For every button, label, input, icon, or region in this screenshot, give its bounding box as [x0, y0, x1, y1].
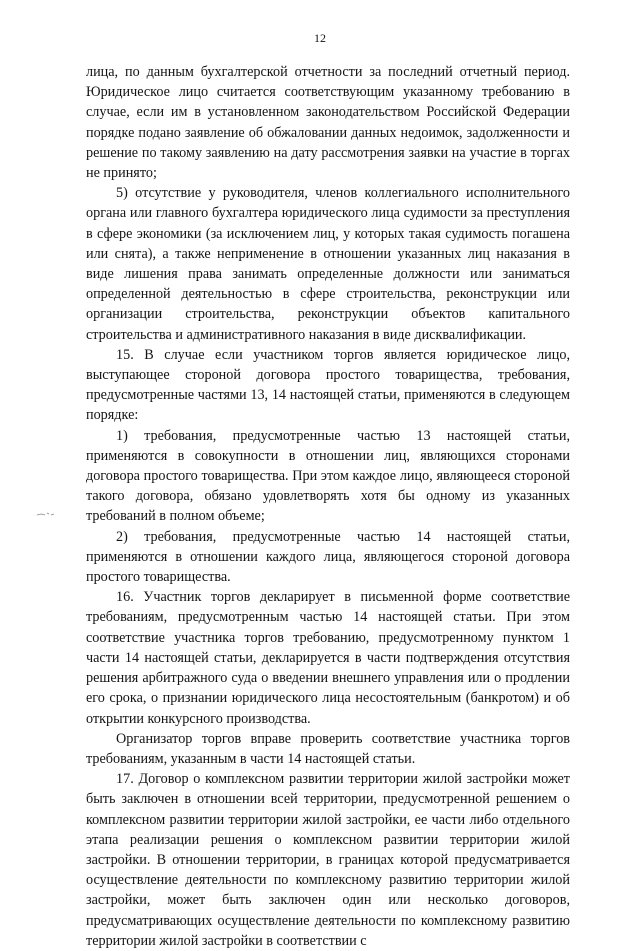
paragraph: 2) требования, предусмотренные частью 14 настоящей статьи, применяются в отношении каждого лица, являющегося стороной договора простого товарищества.: [86, 528, 570, 586]
paragraph: 16. Участник торгов декларирует в письменной форме соответствие требованиям, предусмотренным частью 14 настоящей статьи. При этом соответствие участника торгов требованию, предусмотренному пунктом 1 части 14 настоящей статьи, декларируется в части подтверждения отсутствия решения арбитражного суда о введении внешнего управления или о продлении его срока, о признании юридического лица несостоятельным (банкротом) и об открытии конкурсного производства.: [86, 589, 570, 727]
paragraph: 15. В случае если участником торгов является юридическое лицо, выступающее стороной договора простого товарищества, требования, предусмотренные частями 13, 14 настоящей статьи, применяются в следующем порядке:: [86, 346, 570, 424]
paragraph: 1) требования, предусмотренные частью 13 настоящей статьи, применяются в совокупности в отношении лиц, являющихся сторонами договора простого товарищества. При этом каждое лицо, являющееся стороной такого договора, обязано удовлетворять хотя бы одному из указанных требований в полном объеме;: [86, 427, 570, 525]
document-body: [86, 62, 570, 951]
page-number: 12: [314, 31, 326, 45]
margin-scan-mark: [36, 508, 56, 520]
paragraph: Организатор торгов вправе проверить соответствие участника торгов требованиям, указанным в части 14 настоящей статьи.: [86, 730, 570, 767]
paragraph: 17. Договор о комплексном развитии территории жилой застройки может быть заключен в отношении всей территории, предусмотренной решением о комплексном развитии территории жилой застройки, ее части либо отдельного этапа реализации решения о комплексном развитии территории жилой застройки. В отношении территории, в границах которой предусматривается осуществление деятельности по комплексному развитию территории жилой застройки, может быть заключен один или несколько договоров, предусматривающих осуществление деятельности по комплексному развитию территории жилой застройки в соответствии с: [86, 771, 570, 949]
paragraph: 5) отсутствие у руководителя, членов коллегиального исполнительного органа или главного бухгалтера юридического лица судимости за преступления в сфере экономики (за исключением лиц, у которых такая судимость погашена или снята), а также неприменение в отношении указанных лиц наказания в виде лишения права занимать определенные должности или заниматься определенной деятельностью в сфере строительства, реконструкции или организации строительства, реконструкции объектов капитального строительства и административного наказания в виде дисквалификации.: [86, 185, 570, 343]
paragraph: лица, по данным бухгалтерской отчетности за последний отчетный период. Юридическое лицо считается соответствующим указанному требованию в случае, если им в установленном законодательством Российской Федерации порядке подано заявление об обжаловании данных недоимок, задолженности и решение по такому заявлению на дату рассмотрения заявки на участие в торгах не принято;: [86, 64, 570, 182]
